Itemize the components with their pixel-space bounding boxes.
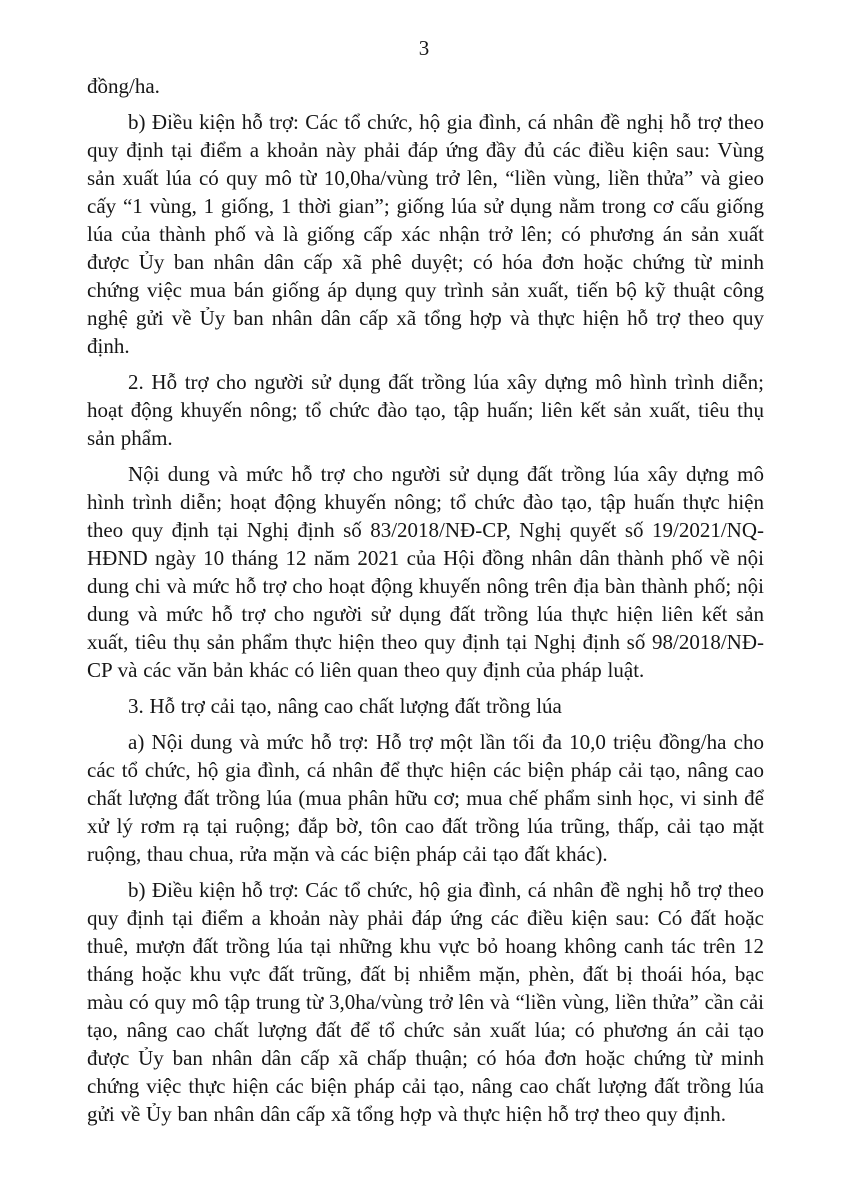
- paragraph-section-3-heading: 3. Hỗ trợ cải tạo, nâng cao chất lượng đất trồng lúa: [128, 694, 562, 718]
- document-body: [87, 72, 764, 1136]
- paragraph-continuation-dong-ha: đồng/ha.: [87, 74, 160, 98]
- page-number: 3: [418, 36, 430, 60]
- paragraph-section-2-details: Nội dung và mức hỗ trợ cho người sử dụng đất trồng lúa xây dựng mô hình trình diễn; hoạt động khuyến nông; tổ chức đào tạo, tập huấn thực hiện theo quy định tại Nghị định số 83/2018/NĐ-CP, Nghị quyết số 19/2021/NQ-HĐND ngày 10 tháng 12 năm 2021 của Hội đồng nhân dân thành phố về nội dung chi và mức hỗ trợ cho hoạt động khuyến nông trên địa bàn thành phố; nội dung và mức hỗ trợ cho người sử dụng đất trồng lúa thực hiện liên kết sản xuất, tiêu thụ sản phẩm thực hiện theo quy định tại Nghị định số 98/2018/NĐ-CP và các văn bản khác có liên quan theo quy định của pháp luật.: [87, 462, 764, 682]
- paragraph-item-b-improvement-conditions: b) Điều kiện hỗ trợ: Các tổ chức, hộ gia đình, cá nhân đề nghị hỗ trợ theo quy định tại điểm a khoản này phải đáp ứng các điều kiện sau: Có đất hoặc thuê, mượn đất trồng lúa tại những khu vực bỏ hoang không canh tác trên 12 tháng hoặc khu vực đất trũng, đất bị nhiễm mặn, phèn, đất bị thoái hóa, bạc màu có quy mô tập trung từ 3,0ha/vùng trở lên và “liền vùng, liền thửa” cần cải tạo, nâng cao chất lượng đất để tổ chức sản xuất lúa; có phương án cải tạo được Ủy ban nhân dân cấp xã chấp thuận; có hóa đơn hoặc chứng từ minh chứng việc thực hiện các biện pháp cải tạo, nâng cao chất lượng đất trồng lúa gửi về Ủy ban nhân dân cấp xã tổng hợp và thực hiện hỗ trợ theo quy định.: [87, 878, 764, 1126]
- paragraph-section-2-heading: 2. Hỗ trợ cho người sử dụng đất trồng lúa xây dựng mô hình trình diễn; hoạt động khuyến nông; tổ chức đào tạo, tập huấn; liên kết sản xuất, tiêu thụ sản phẩm.: [87, 370, 764, 450]
- paragraph-item-b-support-conditions: b) Điều kiện hỗ trợ: Các tổ chức, hộ gia đình, cá nhân đề nghị hỗ trợ theo quy định tại điểm a khoản này phải đáp ứng đầy đủ các điều kiện sau: Vùng sản xuất lúa có quy mô từ 10,0ha/vùng trở lên, “liền vùng, liền thửa” và gieo cấy “1 vùng, 1 giống, 1 thời gian”; giống lúa sử dụng nằm trong cơ cấu giống lúa của thành phố và là giống cấp xác nhận trở lên; có phương án sản xuất được Ủy ban nhân dân cấp xã phê duyệt; có hóa đơn hoặc chứng từ minh chứng việc mua bán giống áp dụng quy trình sản xuất, tiến bộ kỹ thuật công nghệ gửi về Ủy ban nhân dân cấp xã tổng hợp và thực hiện hỗ trợ theo quy định.: [87, 110, 764, 358]
- paragraph-item-a-content-level: a) Nội dung và mức hỗ trợ: Hỗ trợ một lần tối đa 10,0 triệu đồng/ha cho các tổ chức, hộ gia đình, cá nhân để thực hiện các biện pháp cải tạo, nâng cao chất lượng đất trồng lúa (mua phân hữu cơ; mua chế phẩm sinh học, vi sinh để xử lý rơm rạ tại ruộng; đắp bờ, tôn cao đất trồng lúa trũng, thấp, cải tạo mặt ruộng, thau chua, rửa mặn và các biện pháp cải tạo đất khác).: [87, 730, 764, 866]
